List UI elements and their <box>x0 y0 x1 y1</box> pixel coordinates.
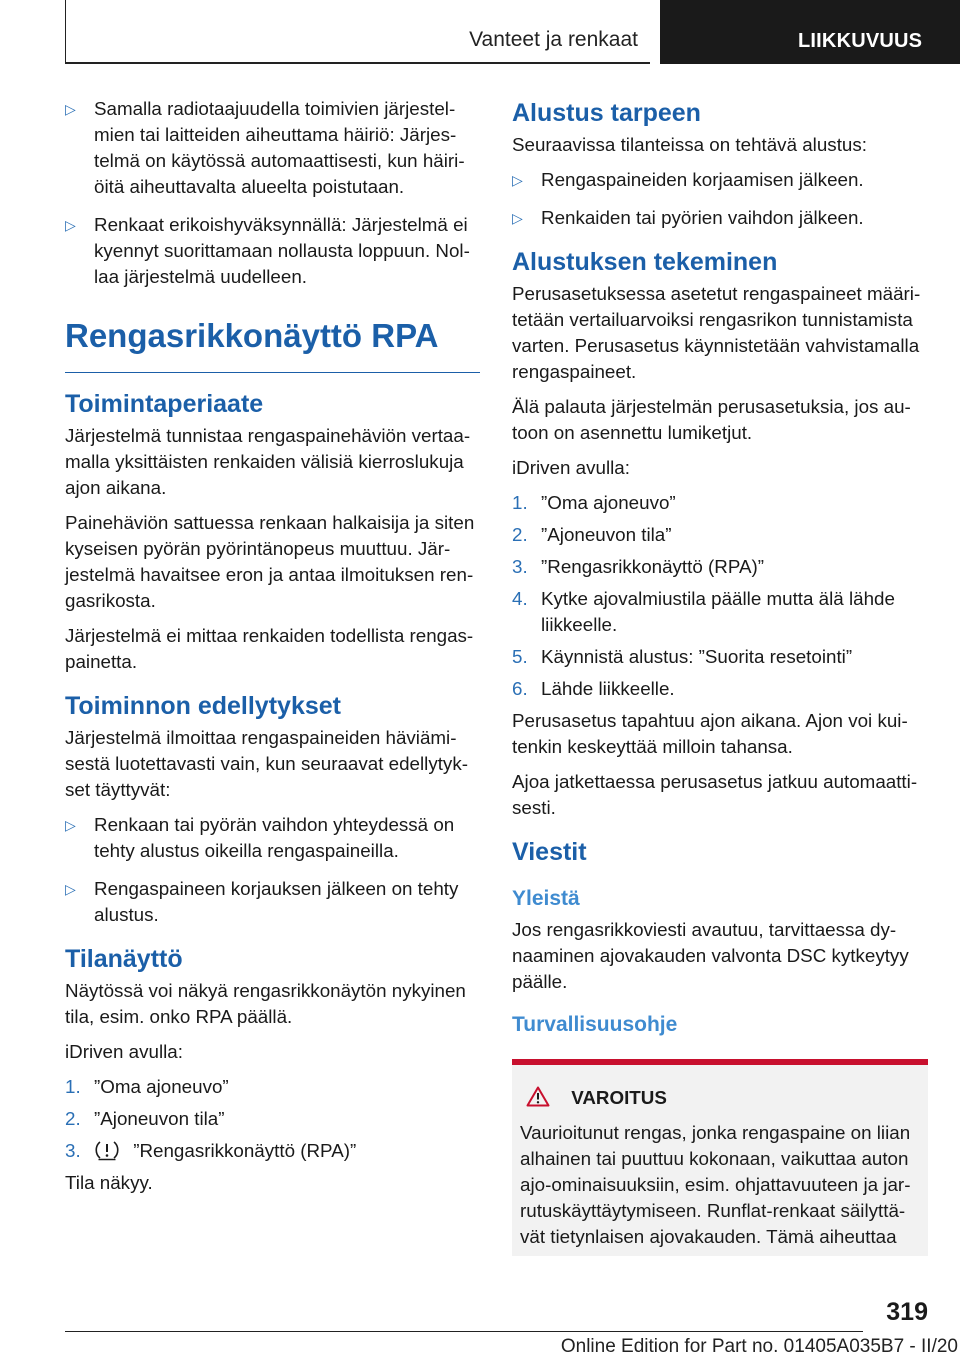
step-text: ”Ajoneuvon tila” <box>94 1108 225 1129</box>
paragraph: Painehäviön sattuessa renkaan halkaisija ja siten kyseisen pyörän pyörintänopeus muuttuu. Järjestelmä havaitsee eron ja antaa ilmoituksen rengasrikosta. <box>65 512 475 611</box>
heading-safety: Turvallisuusohje <box>512 1013 678 1036</box>
paragraph: Järjestelmä ilmoittaa rengaspaineiden häviämisestä luotettavasti vain, kun seuraavat edellytykset täyttyvät: <box>65 727 468 800</box>
paragraph: Perusasetuksessa asetetut rengaspaineet määritetään vertailuarvoiksi rengasrikon tunnistamista varten. Perusasetus käynnistetään vahvistamalla rengaspaineet. <box>512 283 921 382</box>
list-item <box>512 586 928 638</box>
heading-principle: Toimintaperiaate <box>65 390 264 418</box>
heading-requirements: Toiminnon edellytykset <box>65 692 341 720</box>
paragraph: Järjestelmä tunnistaa rengaspainehäviön vertaamalla yksittäisten renkaiden välisiä kierroslukuja ajon aikana. <box>65 425 471 498</box>
bullet-text: Rengaspaineiden korjaamisen jälkeen. <box>541 169 864 190</box>
heading-general: Yleistä <box>512 887 580 910</box>
warning-title-text: VAROITUS <box>571 1087 667 1108</box>
list-item <box>512 167 928 193</box>
step-number: 4. <box>512 588 528 609</box>
bullet-text: Samalla radiotaajuudella toimivien järjestelmien tai laitteiden aiheuttama häiriö: Järjestelmä on käytössä automaattisesti, kun häiriöitä aiheuttavalta alueelta poistutaan. <box>94 98 465 197</box>
step-number: 3. <box>65 1140 81 1161</box>
triangle-bullet-icon: ▷ <box>65 817 76 833</box>
footer-rule <box>65 1331 863 1332</box>
list-item <box>65 876 480 928</box>
warning-title <box>520 1085 918 1114</box>
step-number: 1. <box>65 1076 81 1097</box>
step-text: ”Oma ajoneuvo” <box>94 1076 229 1097</box>
step-text: ”Rengasrikkonäyttö (RPA)” <box>541 556 765 577</box>
heading-init-needed: Alustus tarpeen <box>512 99 701 127</box>
page-number: 319 <box>886 1298 928 1326</box>
heading-status: Tilanäyttö <box>65 945 183 973</box>
heading-messages: Viestit <box>512 838 587 866</box>
paragraph: Ajoa jatkettaessa perusasetus jatkuu automaattisesti. <box>512 771 918 818</box>
paragraph: Perusasetus tapahtuu ajon aikana. Ajon voi kuitenkin keskeyttää milloin tahansa. <box>512 710 908 757</box>
step-text: ”Rengasrikkonäyttö (RPA)” <box>133 1140 357 1161</box>
paragraph: Älä palauta järjestelmän perusasetuksia, jos autoon on asennettu lumiketjut. <box>512 396 911 443</box>
list-item <box>65 212 480 290</box>
paragraph: Jos rengasrikkoviesti avautuu, tarvittaessa dynaaminen ajovakauden valvonta DSC kytkeytyy päälle. <box>512 919 909 992</box>
step-number: 5. <box>512 646 528 667</box>
list-item <box>65 96 480 200</box>
left-column <box>65 96 480 1205</box>
header-section-title: Vanteet ja renkaat <box>469 28 638 51</box>
warning-text: Vaurioitunut rengas, jonka rengaspaine on liian alhainen tai puuttuu kokonaan, vaikuttaa auton ajo-ominaisuuksiin, esim. ohjattavuuteen ja jarrutuskäyttäytymiseen. Runflat-renkaat säilyttävät tietynlaisen ajovakauden. Tämä aiheuttaa <box>520 1122 911 1247</box>
list-item <box>65 1138 480 1164</box>
list-item <box>65 812 480 864</box>
bullet-text: Renkaat erikoishyväksynnällä: Järjestelmä ei kyennyt suorittamaan nollausta loppuun. Nollaa järjestelmä uudelleen. <box>94 214 470 287</box>
step-number: 3. <box>512 556 528 577</box>
header-rule-left <box>65 0 66 62</box>
triangle-bullet-icon: ▷ <box>65 881 76 897</box>
paragraph: Tila näkyy. <box>65 1172 153 1193</box>
bullet-text: Rengaspaineen korjauksen jälkeen on tehty alustus. <box>94 878 459 925</box>
list-item <box>512 522 928 548</box>
step-number: 2. <box>65 1108 81 1129</box>
tire-pressure-warning-icon <box>94 1139 120 1161</box>
list-item <box>512 676 928 702</box>
list-item <box>512 205 928 231</box>
heading-initialization: Alustuksen tekeminen <box>512 248 778 276</box>
header-chapter-tab <box>660 0 960 64</box>
header-rule-bottom <box>65 62 650 64</box>
triangle-bullet-icon: ▷ <box>65 217 76 233</box>
bullet-text: Renkaan tai pyörän vaihdon yhteydessä on tehty alustus oikeilla rengaspaineilla. <box>94 814 455 861</box>
triangle-bullet-icon: ▷ <box>512 172 523 188</box>
bullet-text: Renkaiden tai pyörien vaihdon jälkeen. <box>541 207 864 228</box>
step-text: ”Ajoneuvon tila” <box>541 524 672 545</box>
triangle-bullet-icon: ▷ <box>65 101 76 117</box>
list-item <box>512 554 928 580</box>
warning-triangle-icon <box>526 1086 550 1114</box>
list-item <box>65 1106 480 1132</box>
paragraph: iDriven avulla: <box>65 1041 183 1062</box>
footer-edition: Online Edition for Part no. 01405A035B7 - II/20 <box>560 1336 958 1357</box>
list-item <box>512 644 928 670</box>
right-column <box>512 96 928 1256</box>
step-text: ”Oma ajoneuvo” <box>541 492 676 513</box>
triangle-bullet-icon: ▷ <box>512 210 523 226</box>
paragraph: iDriven avulla: <box>512 457 630 478</box>
step-number: 1. <box>512 492 528 513</box>
section-title: Rengasrikkonäyttö RPA <box>65 316 480 373</box>
list-item <box>512 490 928 516</box>
list-item <box>65 1074 480 1100</box>
step-text: Kytke ajovalmiustila päälle mutta älä lähde liikkeelle. <box>541 588 895 635</box>
header-chapter-label: LIIKKUVUUS <box>798 30 923 52</box>
step-number: 2. <box>512 524 528 545</box>
paragraph: Järjestelmä ei mittaa renkaiden todellista rengaspainetta. <box>65 625 474 672</box>
warning-box <box>512 1059 928 1256</box>
paragraph: Seuraavissa tilanteissa on tehtävä alustus: <box>512 134 867 155</box>
step-number: 6. <box>512 678 528 699</box>
paragraph: Näytössä voi näkyä rengasrikkonäytön nykyinen tila, esim. onko RPA päällä. <box>65 980 466 1027</box>
step-text: Käynnistä alustus: ”Suorita resetointi” <box>541 646 853 667</box>
step-text: Lähde liikkeelle. <box>541 678 675 699</box>
